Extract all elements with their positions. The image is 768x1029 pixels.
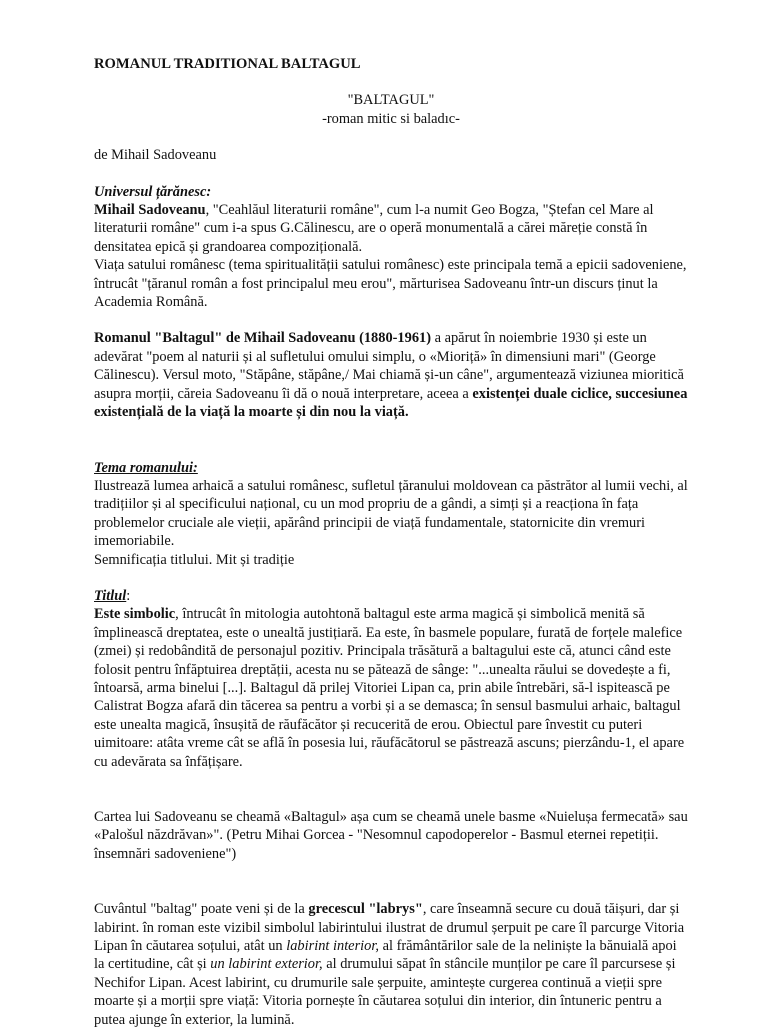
paragraph-book-name: Cartea lui Sadoveanu se cheamă «Baltagul» așa cum se cheamă unele basme «Nuielușa fermecată» sau «Palošul năzdrăvan»". (Petru Mihai Gorcea - "Nesomnul capodoperelor - Basmul eternei repetiții. însemnări sadoveniene") [94,809,688,862]
bold-symbolic: Este simbolic [94,606,176,623]
paragraph-sadoveanu-intro: Mihail Sadoveanu, "Ceahlăul literaturii române", cum l-a numit Geo Bogza, "Ștefan cel Mare al literaturii române" cum i-a spus G.Călinescu, are o operă monumentală a cărei măreție constă în densitatea epică și grandoarea compozițională. [94,202,654,255]
italic-outer-labyrinth: un labirint exterior, [210,956,323,973]
section-heading-universe: Universul țărănesc: [94,183,212,200]
section-heading-title: Titlul: [94,587,131,604]
paragraph-baltag-word: Cuvântul "baltag" poate veni și de la grecescul "labrys", care înseamnă secure cu două tăișuri, dar și labirint. în roman este vizibil simbolul labirintului ilustrat de drumul șerpuit pe care îl parcurge Vitoria Lipan în căutarea soțului, atât un labirint interior, al frământărilor sale de la neliniște la bănuială apoi la certitudine, cât și un labirint exterior, al drumului săpat în stâncile munților pe care îl parcursese și Nechifor Lipan. Acest labirint, cu drumurile sale șerpuite, amintește curgerea continuă a vieții spre moarte și a morții spre viață: Vitoria pornește în căutarea soțului din interior, din întuneric pentru a putea ajunge în exterior, la lumină. [94,901,685,1028]
book-title: "BALTAGUL" [347,92,435,109]
document-title: ROMANUL TRADITIONAL BALTAGUL [94,56,361,72]
paragraph-theme: Ilustrează lumea arhaică a satului românesc, sufletul țăranului moldovean ca păstrător al lumii vechi, al tradițiilor și al specificului național, cu un mod propriu de a gândi, a simți și a reacționa în fața problemelor cruciale ale vieții, apărând principii de viață fundamentale, statornicite din vremuri imemoriabile. [94,477,688,550]
section-heading-theme: Tema romanului: [94,459,198,476]
paragraph-symbolic: Este simbolic, întrucât în mitologia autohtonă baltagul este arma magică și simbolică menită să împlinească dreptatea, este o unealtă justițiară. Ea este, în basmele populare, furată de forțele malefice (zmei) și redobândită de personajul pozitiv. Principala trăsătură a baltagului este că, atunci când este folosit pentru înfăptuirea dreptății, acesta nu se pătează de sânge: "...unealta răului se dovedește a fi, întoarsă, arma binelui [...]. Baltagul dă prilej Vitoriei Lipan ca, prin abile întrebări, să-l ispitească pe Calistrat Bogza afară din tăcerea sa pentru a vorbi și a se demasca; în sensul basmului arhaic, baltagul este unealta magică, însușită de răufăcător și recucerită de erou. Obiectul pare învestit cu puteri uimitoare: atâta vreme cât se află în posesia lui, răufăcătorul se păstrează ascuns; pierzându-1, el apare cu adevărata sa înfățișare. [94,606,685,770]
bold-labrys: grecescul "labrys" [308,901,423,918]
paragraph-village-life: Viața satului românesc (tema spiritualității satului românesc) este principala temă a epicii sadoveniene, întrucât "țăranul român a fost principalul meu erou", mărturisea Sadoveanu într-un discurs ținut la Academia Română. [94,257,687,311]
paragraph-novel-intro: Romanul "Baltagul" de Mihail Sadoveanu (1880-1961) a apărut în noiembrie 1930 și este un adevărat "poem al naturii și al sufletului omului simplu, o «Mioriță» în dimensiuni mari" (George Călinescu). Versul moto, "Stăpâne, stăpâne,/ Mai chiamă și-un câne", argumentează viziunea mioritică asupra morții, căreia Sadoveanu îi dă o nouă interpretare, aceea a existenței duale ciclice, succesiunea existențială de la viață la moarte și din nou la viață. [94,330,688,421]
paragraph-title-meaning: Semnificația titlului. Mit și tradiție [94,551,295,568]
book-subtitle: -roman mitic si baladıc- [322,110,460,127]
author-line: de Mihail Sadoveanu [94,147,217,164]
italic-inner-labyrinth: labirint interior, [286,938,379,955]
bold-novel-title: Romanul "Baltagul" de Mihail Sadoveanu (1880-1961) [94,330,432,347]
bold-dual-existence: existenței duale ciclice, succesiunea existențială de la viață la moarte și din nou la viață. [94,385,688,421]
bold-author-name: Mihail Sadoveanu [94,202,206,219]
